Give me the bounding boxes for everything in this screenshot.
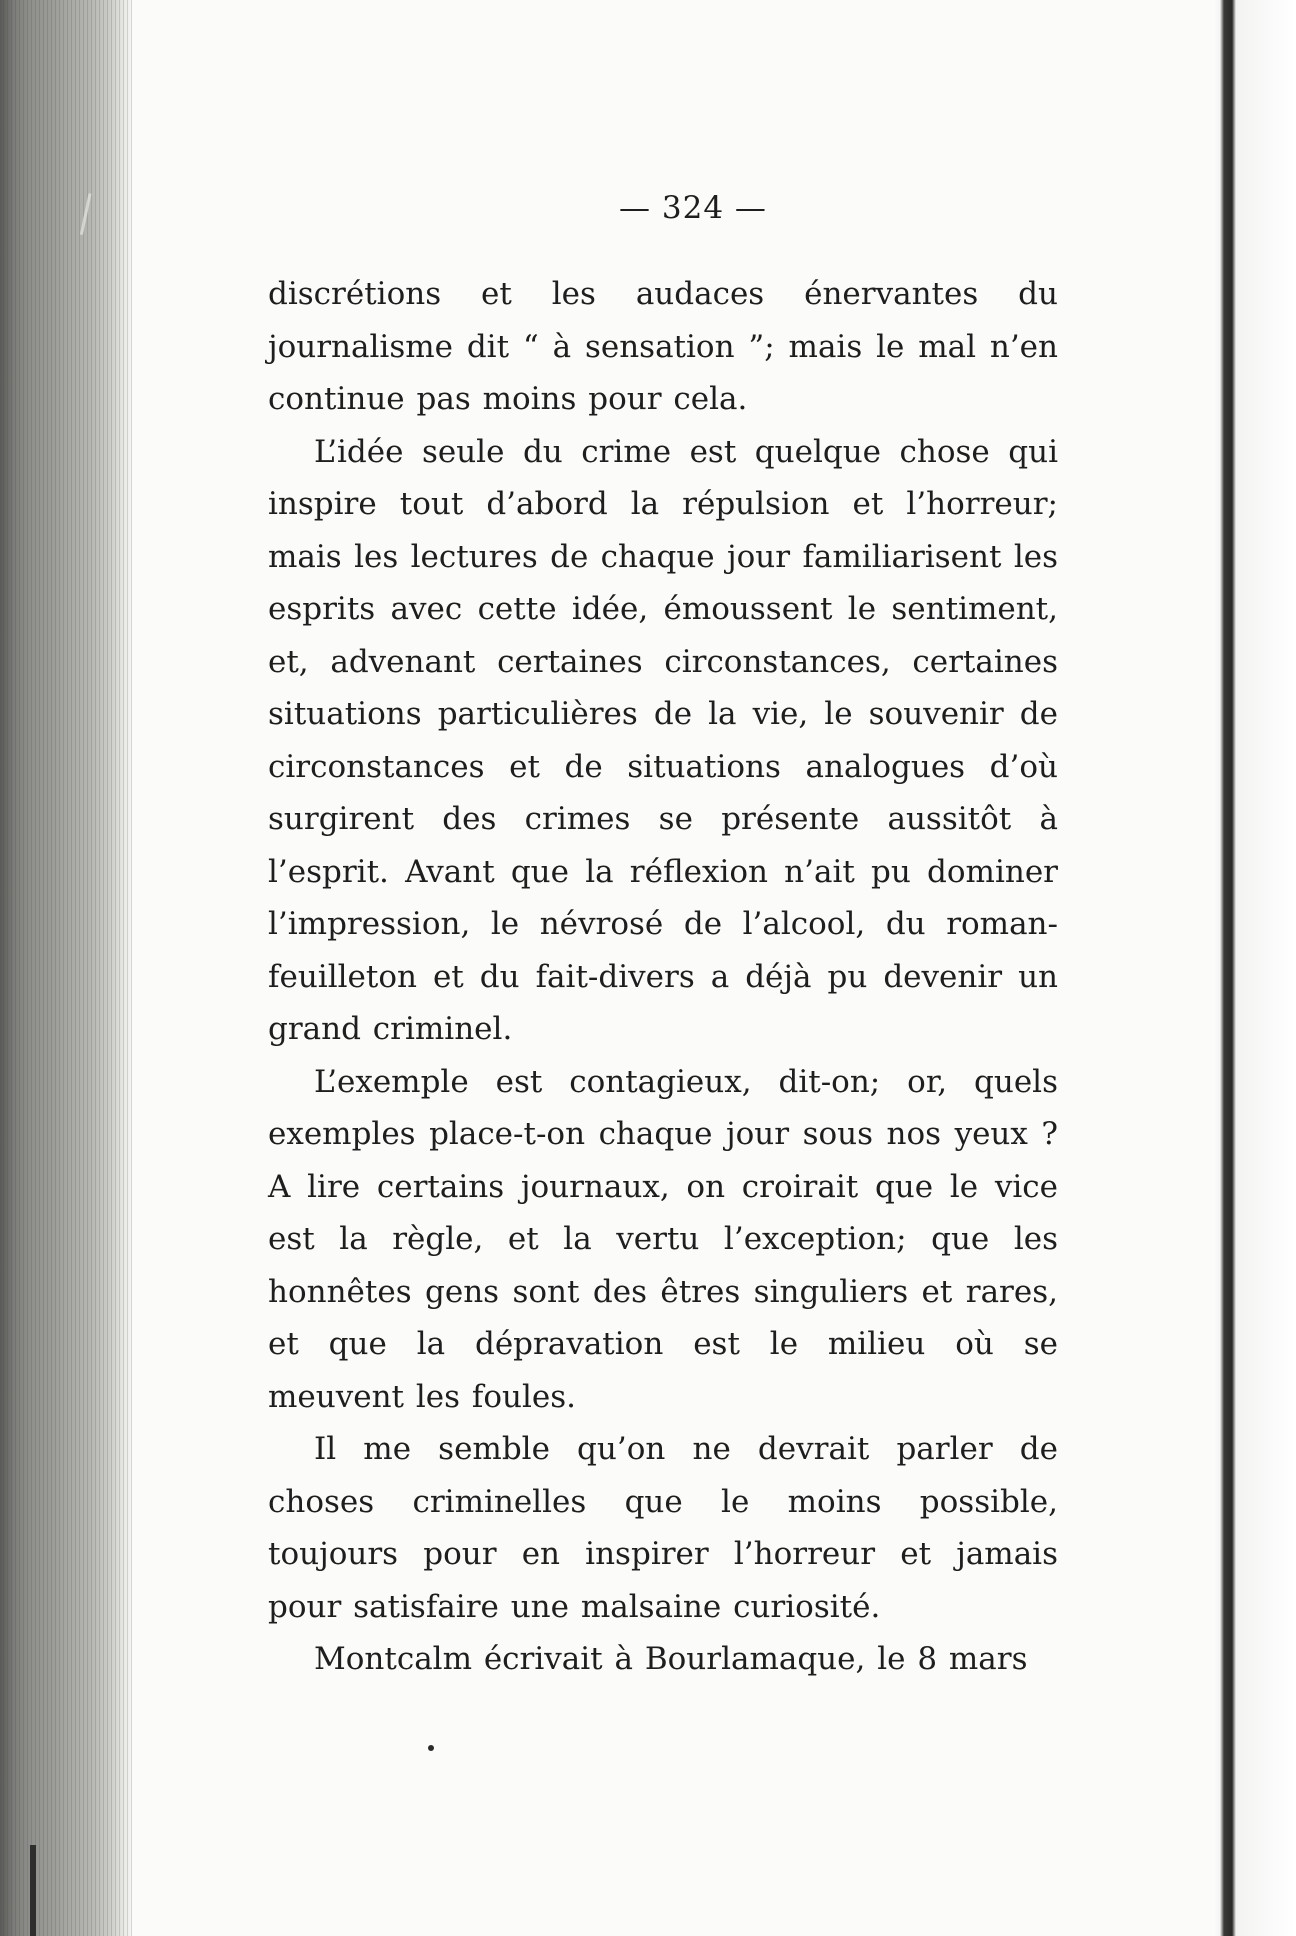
paragraph-montcalm: Montcalm écrivait à Bourlamaque, le 8 mars [314, 1641, 1028, 1677]
right-page-edge [1212, 0, 1296, 1936]
paragraph-criminal-things: Il me semble qu’on ne devrait parler de choses criminelles que le moins possible, toujours pour en inspirer l’horreur et jamais pour satisfaire une malsaine curiosité. [268, 1431, 1058, 1625]
paragraph-crime-idea: L’idée seule du crime est quelque chose qui inspire tout d’abord la répulsion et l’horreur; mais les lectures de chaque jour familiarisent les esprits avec cette idée, émoussent le sentiment, et, advenant certaines circonstances, certaines situations particulières de la vie, le souvenir de circonstances et de situations analogues d’où surgirent des crimes se présente aussitôt à l’esprit. Avant que la réflexion n’ait pu dominer l’impression, le névrosé de l’alcool, du roman-feuilleton et du fait-divers a déjà pu devenir un grand criminel. [268, 433, 1058, 1047]
paragraph-contagious-example: L’exemple est contagieux, dit-on; or, quels exemples place-t-on chaque jour sous nos yeux ? A lire certains journaux, on croirait que le vice est la règle, et la vertu l’exception; que les honnêtes gens sont des êtres singuliers et rares, et que la dépravation est le milieu où se meuvent les foules. [268, 1063, 1058, 1415]
text-block [268, 190, 1058, 1686]
page-edges [0, 0, 132, 1936]
page-number: — 324 — [619, 190, 767, 226]
paragraph-continuation: discrétions et les audaces énervantes du journalisme dit “ à sensation ”; mais le mal n’en continue pas moins pour cela. [268, 276, 1058, 417]
ink-speck [428, 1745, 434, 1751]
gutter-shadow [30, 1845, 36, 1936]
